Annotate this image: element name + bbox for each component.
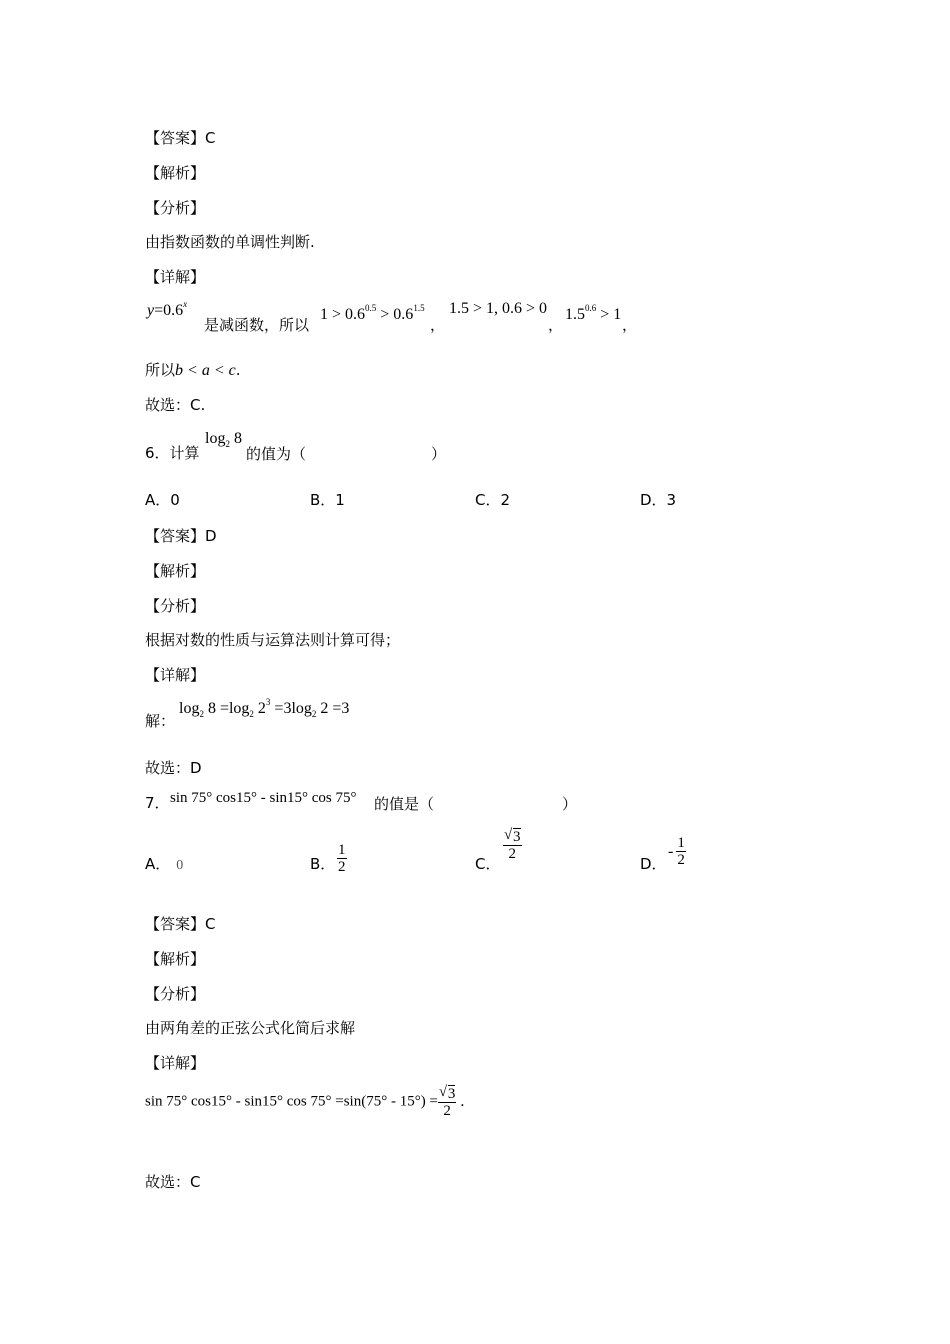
q6-fenxi-heading: 【分析】 — [145, 597, 206, 615]
q7-sol-line — [145, 1085, 464, 1119]
q5-ineq1-a-exp: 0.5 — [365, 303, 377, 313]
q6-sol-b2: 2 — [249, 709, 254, 719]
q7-option-d-den: 2 — [677, 852, 685, 868]
q6-detail-heading: 【详解】 — [145, 666, 206, 684]
q5-comma3: ， — [622, 316, 638, 334]
q7-option-b-num: 1 — [338, 842, 346, 858]
q6-tail: 的值为（ — [246, 445, 307, 463]
q5-eq: =0.6 — [154, 302, 184, 319]
q6-log-text: log — [205, 430, 226, 447]
q5-answer: 【答案】C — [145, 129, 216, 147]
q7-option-c-num: 3 — [513, 829, 521, 845]
q7-close: ） — [562, 795, 578, 813]
q7-fenxi-text: 由两角差的正弦公式化简后求解 — [145, 1019, 356, 1037]
q7-sol-end: . — [460, 1093, 465, 1110]
q7-number: 7． — [145, 794, 170, 812]
q7-option-c-den: 2 — [503, 845, 522, 862]
q7-option-d-num: 1 — [677, 835, 685, 851]
q5-ineq3-exp: 0.6 — [585, 303, 597, 313]
q6-answer: 【答案】D — [145, 527, 217, 545]
q5-choose: 故选：C. — [145, 396, 206, 414]
q6-sol-mid2: 2 — [253, 700, 266, 717]
q7-option-c: C． — [475, 855, 501, 873]
q6-log-arg: 8 — [229, 430, 242, 447]
q5-var-x: x — [183, 299, 188, 309]
q6-option-c: C．2 — [475, 491, 511, 509]
q6-log-expr — [205, 428, 242, 448]
q7-answer: 【答案】C — [145, 915, 216, 933]
q7-sol-den: 2 — [438, 1102, 457, 1119]
q5-comma1: ， — [430, 316, 446, 334]
q7-detail-heading: 【详解】 — [145, 1054, 206, 1072]
q7-option-b: B． — [310, 855, 336, 873]
q5-ineq1-b-exp: 1.5 — [413, 303, 425, 313]
q7-analysis-heading: 【解析】 — [145, 950, 206, 968]
q6-sol-mid1: 8 =log — [203, 700, 250, 717]
q5-ineq3-a: 1.5 — [565, 306, 585, 323]
q6-fenxi-text: 根据对数的性质与运算法则计算可得； — [145, 631, 401, 649]
q6-option-a: A．0 — [145, 491, 180, 509]
q5-so-prefix: 所以 — [145, 361, 176, 379]
q5-so-math: b < a < c — [175, 362, 236, 379]
q5-ineq2: 1.5 > 1, 0.6 > 0 — [449, 300, 548, 317]
q7-option-a-label: A． — [145, 855, 171, 873]
q6-option-b: B．1 — [310, 491, 345, 509]
q7-option-c-sqrt: √ 3 — [504, 827, 521, 845]
q7-option-d-sign: - — [668, 842, 674, 860]
q5-so-end: . — [235, 361, 241, 379]
q5-var-y: y — [147, 302, 155, 319]
q6-sol-prefix: 解： — [145, 712, 176, 730]
q5-comma2: ， — [548, 316, 564, 334]
q5-ineq1-a: 1 > 0.6 — [320, 306, 366, 323]
q5-so-line — [145, 360, 241, 381]
q7-option-a — [145, 854, 183, 876]
q6-sol-b3: 2 — [311, 709, 317, 719]
q5-fenxi-heading: 【分析】 — [145, 199, 206, 217]
q6-sol-end: 2 =3 — [316, 700, 350, 717]
q7-option-a-value: 0 — [176, 858, 184, 873]
q5-detail-heading: 【详解】 — [145, 268, 206, 286]
q6-number: 6．计算 — [145, 444, 200, 462]
q5-analysis-heading: 【解析】 — [145, 164, 206, 182]
q5-fenxi-text: 由指数函数的单调性判断. — [145, 233, 315, 251]
q5-ineq1 — [320, 304, 425, 324]
q5-ineq3-b: > 1 — [596, 306, 622, 323]
q5-detail-line — [147, 300, 187, 320]
q6-sol-e1: 3 — [265, 697, 271, 707]
q7-option-c-frac — [503, 828, 522, 862]
q7-option-b-den: 2 — [338, 859, 346, 875]
q5-ineq1-b: > 0.6 — [376, 306, 414, 323]
q6-sol-b1: 2 — [199, 709, 204, 719]
q7-sol-sqrt: √ 3 — [438, 1084, 456, 1102]
q7-tail: 的值是（ — [374, 795, 435, 813]
q7-expr: sin 75° cos15° - sin15° cos 75° — [170, 790, 357, 806]
q6-sol-mid3: =3log — [270, 700, 312, 717]
q6-analysis-heading: 【解析】 — [145, 562, 206, 580]
q6-option-d: D．3 — [640, 491, 677, 509]
q5-ineq3 — [565, 304, 621, 324]
q7-option-d-frac — [668, 835, 686, 868]
q5-detail-text1: 是减函数，所以 — [204, 316, 310, 334]
q7-option-d: D． — [640, 855, 667, 873]
q7-choose: 故选：C — [145, 1173, 201, 1191]
q6-log-base: 2 — [225, 439, 230, 449]
q7-fenxi-heading: 【分析】 — [145, 985, 206, 1003]
q6-choose: 故选：D — [145, 759, 202, 777]
q6-sol-expr — [179, 698, 349, 718]
q7-sol-expr: sin 75° cos15° - sin15° cos 75° =sin(75° - 15°) = — [145, 1093, 438, 1110]
q7-option-b-frac — [337, 842, 347, 875]
q6-close: ） — [431, 445, 447, 463]
q6-sol-log1: log — [179, 700, 200, 717]
q7-sol-num: 3 — [447, 1086, 456, 1102]
